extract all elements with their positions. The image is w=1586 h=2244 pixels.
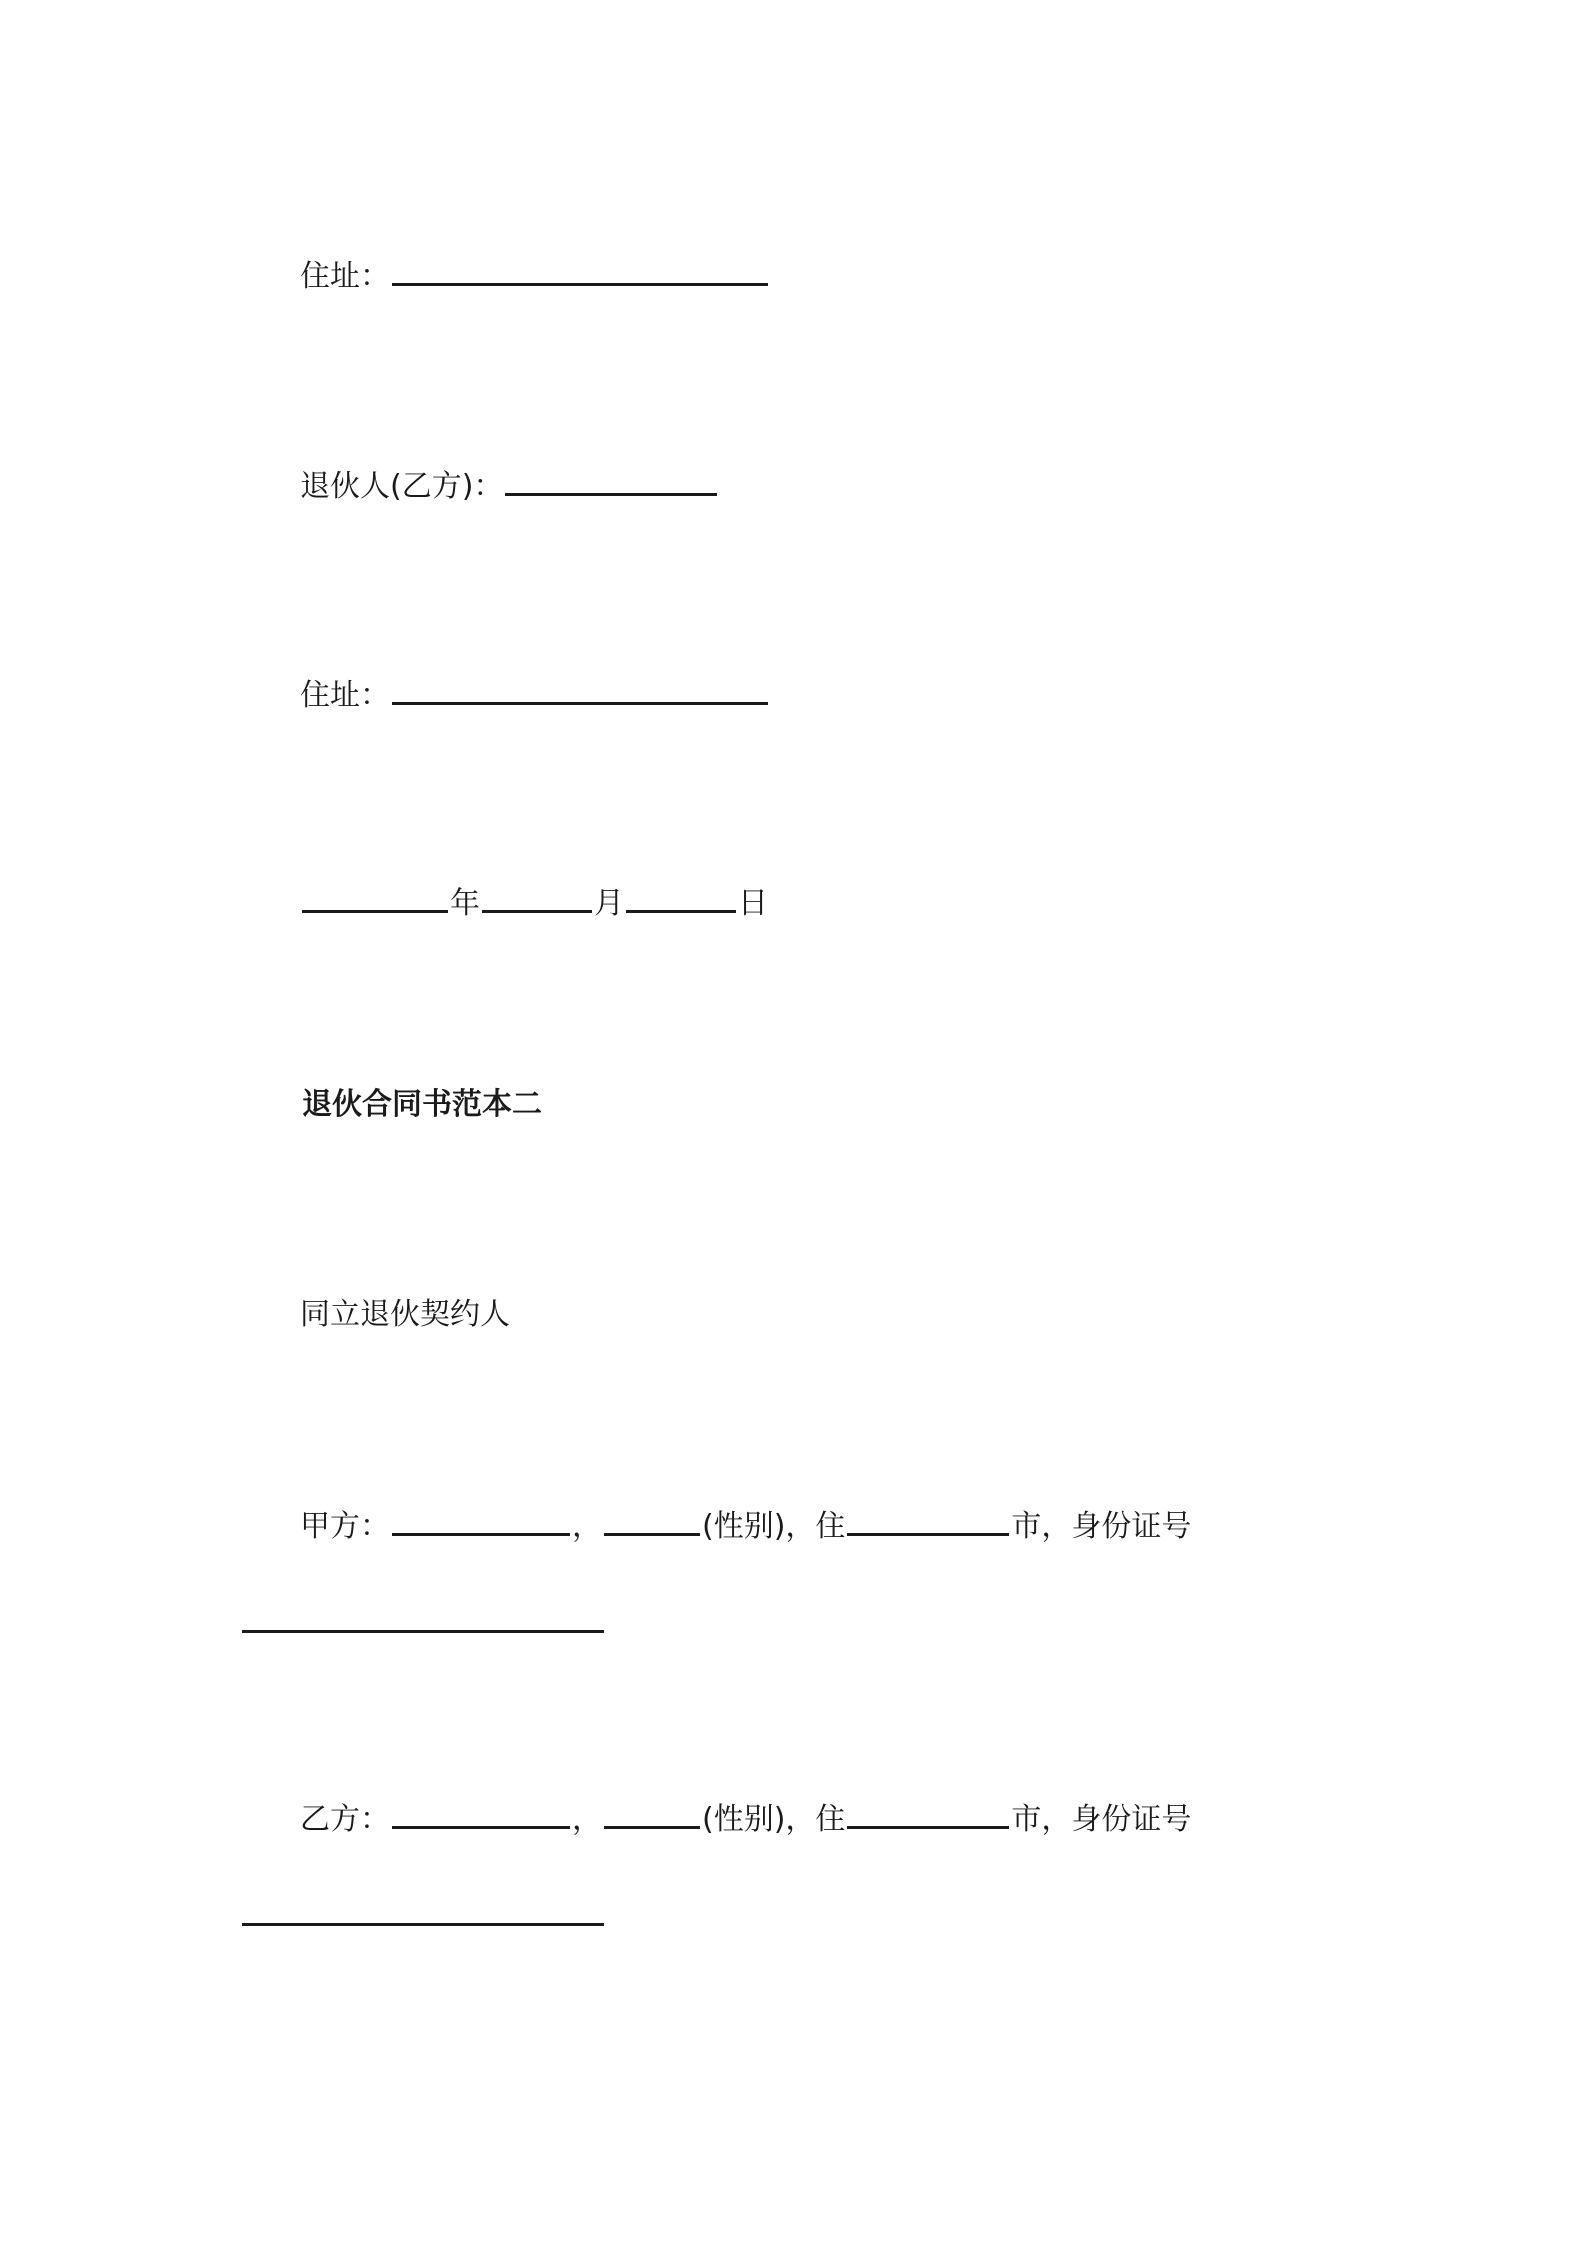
party-b-line (300, 1796, 1191, 1840)
year-label: 年 (450, 886, 480, 921)
address-blank[interactable] (392, 672, 768, 705)
party-a-comma: ， (572, 1509, 602, 1544)
withdrawer-blank[interactable] (505, 463, 717, 496)
day-blank[interactable] (626, 880, 736, 913)
address-label: 住址： (300, 259, 390, 294)
section-title-text: 退伙合同书范本二 (302, 1087, 542, 1122)
address-line-2 (300, 672, 770, 716)
party-b-name-blank[interactable] (392, 1796, 570, 1829)
day-label: 日 (738, 886, 768, 921)
party-b-comma: ， (572, 1802, 602, 1837)
withdrawer-line (300, 463, 719, 507)
year-blank[interactable] (302, 880, 448, 913)
party-a-city-label: 市，身份证号 (1011, 1509, 1192, 1544)
party-a-id-blank[interactable] (242, 1600, 604, 1633)
contract-parties-text: 同立退伙契约人 (300, 1297, 510, 1332)
party-b-id-blank[interactable] (242, 1893, 604, 1926)
party-b-gender-label: (性别)，住 (702, 1802, 846, 1837)
party-b-label: 乙方： (300, 1802, 390, 1837)
party-a-line (300, 1503, 1191, 1547)
party-b-gender-blank[interactable] (604, 1796, 700, 1829)
party-a-city-blank[interactable] (847, 1503, 1009, 1536)
month-blank[interactable] (482, 880, 592, 913)
party-a-gender-blank[interactable] (604, 1503, 700, 1536)
party-b-city-label: 市，身份证号 (1011, 1802, 1192, 1837)
party-a-name-blank[interactable] (392, 1503, 570, 1536)
month-label: 月 (594, 886, 624, 921)
section-title (302, 1085, 542, 1125)
withdrawer-label: 退伙人(乙方)： (300, 469, 504, 504)
party-b-id-line (240, 1893, 606, 1937)
date-line (300, 880, 768, 924)
party-b-city-blank[interactable] (847, 1796, 1009, 1829)
contract-parties-line (300, 1295, 510, 1335)
party-a-id-line (240, 1600, 606, 1644)
party-a-label: 甲方： (300, 1509, 390, 1544)
party-a-gender-label: (性别)，住 (702, 1509, 846, 1544)
address-line-1 (300, 253, 770, 297)
address-blank[interactable] (392, 253, 768, 286)
address-label: 住址： (300, 678, 390, 713)
